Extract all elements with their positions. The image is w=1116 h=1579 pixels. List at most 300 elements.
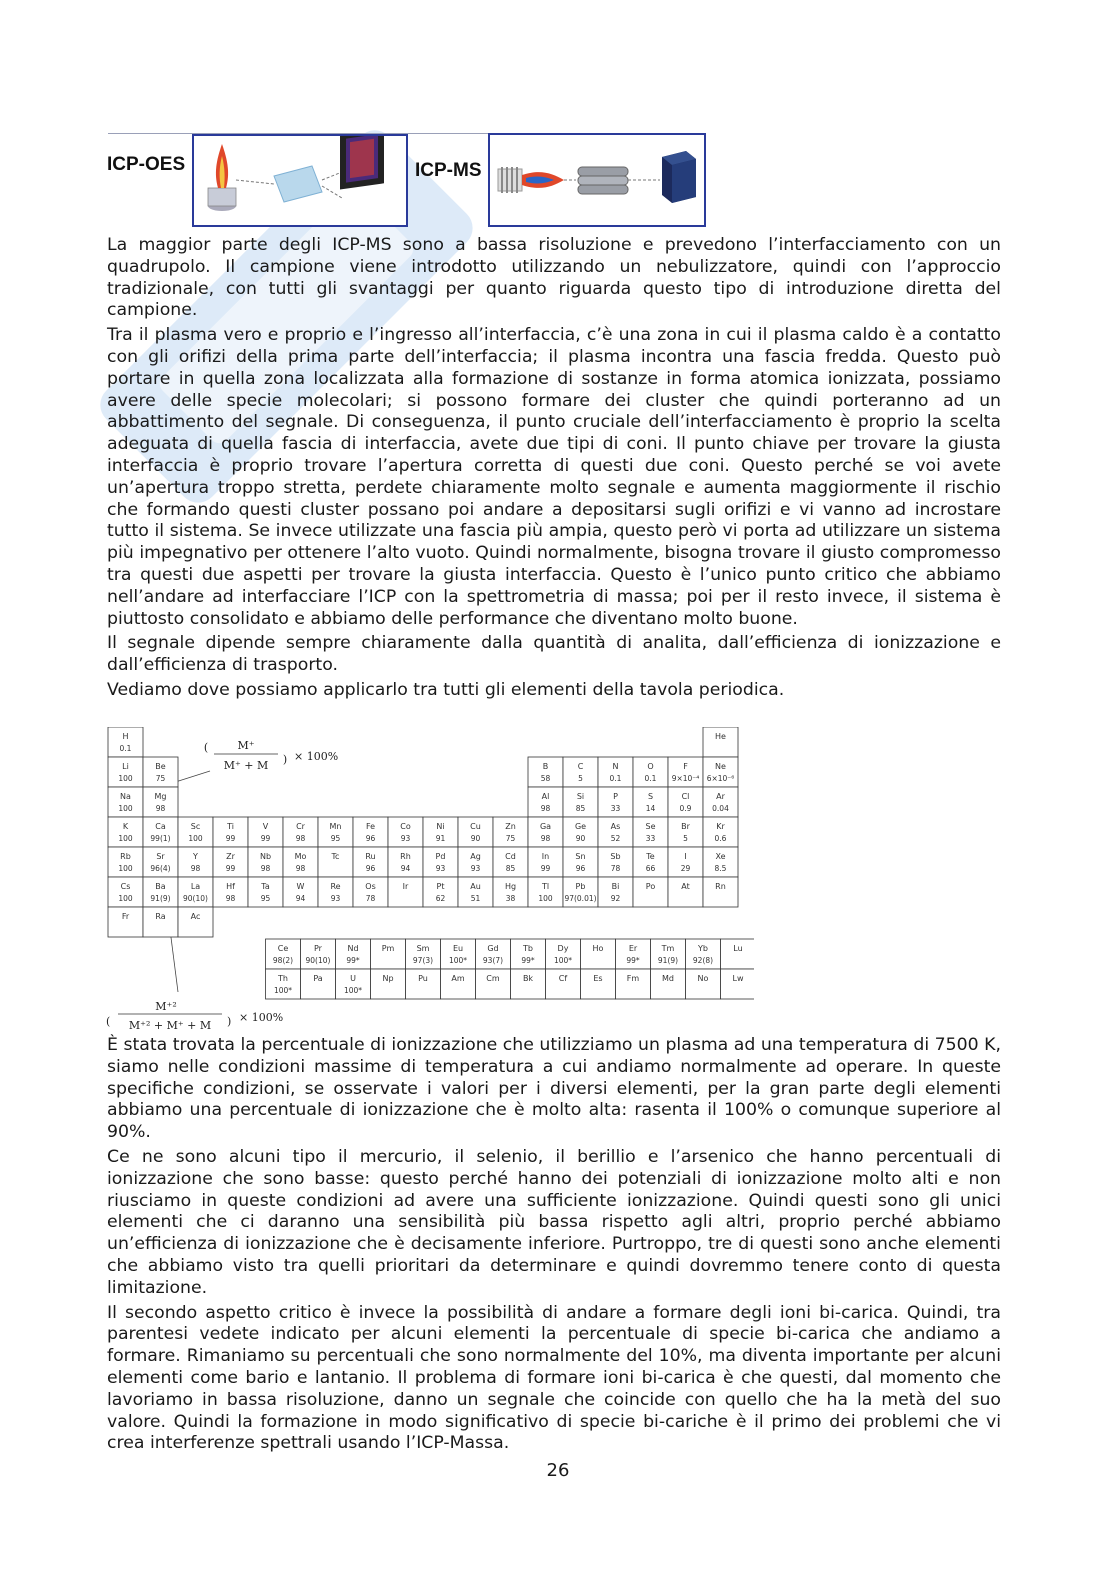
- element-symbol: Sn: [575, 852, 586, 861]
- element-symbol: Ni: [436, 822, 445, 831]
- element-symbol: Cu: [470, 822, 481, 831]
- ionization-value: 8.5: [714, 864, 727, 873]
- paragraph: Ce ne sono alcuni tipo il mercurio, il selenio, il berillio e l’arsenico che hanno percentuali di ionizzazione che sono basse: questo perché hanno dei potenziali di ionizzazione molto alti e non riusciamo in queste condizioni ad avere una sufficiente ionizzazione. Quindi questi sono gli unici elementi che ci daranno una sensibilità più bassa rispetto agli altri, proprio perché abbiamo un’efficienza di ionizzazione che è decisamente inferiore. Purtroppo, tre di questi sono anche elementi che abbiamo visto tra quelli prioritari da determinare e quindi dovremmo tenere conto di questa limitazione.: [107, 1146, 1001, 1298]
- paragraph: Il secondo aspetto critico è invece la possibilità di andare a formare degli ioni bi-carica. Quindi, tra parentesi vedete indicato per alcuni elementi la percentuale di specie bi-carica che andiamo a formare. Rimaniamo su percentuali che sono normalmente del 10%, ma diventa importante per alcuni elementi come bario e lantanio. Il problema di formare ioni bi-carica è che questi, dal momento che lavoriamo in bassa risoluzione, danno un segnale che coincide con quello che ha la metà del suo valore. Quindi la formazione in modo significativo di specie bi-cariche è il primo dei problemi che vi crea interferenze spettrali usando l’ICP-Massa.: [107, 1302, 1001, 1454]
- element-cell-pr: [301, 939, 336, 969]
- element-cell-la: [178, 877, 213, 907]
- element-cell-tl: [528, 877, 563, 907]
- ionization-value: 100*: [273, 986, 293, 995]
- element-symbol: Bi: [611, 882, 620, 891]
- element-symbol: Nd: [347, 944, 359, 953]
- ionization-value: 94: [295, 894, 306, 903]
- element-cell-nd: [336, 939, 371, 969]
- element-symbol: Cm: [486, 974, 500, 983]
- element-symbol: Xe: [715, 852, 726, 861]
- element-cell-yb: [686, 939, 721, 969]
- element-cell-he: [703, 727, 738, 757]
- ionization-value: 96: [575, 864, 586, 873]
- element-symbol: Ho: [592, 944, 604, 953]
- element-cell-ga: [528, 817, 563, 847]
- element-cell-pd: [423, 847, 458, 877]
- element-symbol: Am: [451, 974, 465, 983]
- periodic-table: [106, 727, 754, 1034]
- element-cell-cm: [476, 969, 511, 999]
- ionization-value: 100: [118, 894, 133, 903]
- element-cell-f: [668, 757, 703, 787]
- element-symbol: Fe: [365, 822, 376, 831]
- element-symbol: Cf: [558, 974, 568, 983]
- element-symbol: Tb: [523, 944, 533, 953]
- formula-top-denominator: M⁺ + M: [223, 759, 269, 772]
- element-symbol: Li: [122, 762, 129, 771]
- ionization-value: 90(10): [183, 894, 208, 903]
- element-cell-as: [598, 817, 633, 847]
- ionization-value: 98: [540, 834, 551, 843]
- ionization-value: 95: [330, 834, 341, 843]
- element-cell-u: [336, 969, 371, 999]
- ionization-value: 98: [155, 804, 166, 813]
- formula-top-paren-left: (: [203, 741, 209, 754]
- element-symbol: Hg: [504, 882, 517, 891]
- ionization-value: 96: [365, 864, 376, 873]
- element-cell-cl: [668, 787, 703, 817]
- element-cell-ta: [248, 877, 283, 907]
- element-symbol: He: [715, 732, 726, 741]
- element-symbol: O: [647, 762, 654, 771]
- element-symbol: V: [262, 822, 269, 831]
- element-symbol: Fm: [626, 974, 640, 983]
- element-symbol: Rh: [400, 852, 411, 861]
- element-symbol: S: [647, 792, 654, 801]
- element-cell-tm: [651, 939, 686, 969]
- ionization-value: 91(9): [150, 894, 171, 903]
- element-symbol: P: [613, 792, 618, 801]
- element-symbol: Np: [382, 974, 394, 983]
- ionization-value: 0.1: [119, 744, 132, 753]
- detector-chip-icon: [340, 136, 384, 189]
- element-cell-cr: [283, 817, 318, 847]
- element-symbol: Kr: [716, 822, 725, 831]
- element-symbol: Cd: [505, 852, 516, 861]
- element-cell-rh: [388, 847, 423, 877]
- element-cell-ir: [388, 877, 423, 907]
- element-symbol: Rn: [715, 882, 726, 891]
- element-symbol: I: [684, 852, 687, 861]
- element-symbol: Br: [681, 822, 690, 831]
- element-cell-na: [108, 787, 143, 817]
- element-cell-ar: [703, 787, 738, 817]
- element-cell-ho: [581, 939, 616, 969]
- element-symbol: Cr: [296, 822, 305, 831]
- ionization-value: 33: [610, 804, 621, 813]
- element-cell-i: [668, 847, 703, 877]
- element-symbol: Au: [470, 882, 481, 891]
- element-cell-b: [528, 757, 563, 787]
- element-cell-h: [108, 727, 143, 757]
- element-cell-te: [633, 847, 668, 877]
- svg-text:): ): [227, 1015, 232, 1028]
- ionization-value: 5: [578, 774, 583, 783]
- body-text-top: [107, 235, 1001, 705]
- ionization-value: 100: [118, 774, 133, 783]
- element-cell-sr: [143, 847, 178, 877]
- element-symbol: Lu: [733, 944, 743, 953]
- prism-icon: [274, 166, 322, 202]
- element-symbol: Mn: [329, 822, 342, 831]
- element-symbol: No: [697, 974, 709, 983]
- ionization-value: 99*: [346, 956, 360, 965]
- element-cell-at: [668, 877, 703, 907]
- element-symbol: Md: [662, 974, 674, 983]
- element-cell-fr: [108, 907, 143, 937]
- formula-top-multiplier: × 100%: [294, 750, 339, 763]
- element-symbol: Mg: [154, 792, 167, 801]
- element-symbol: La: [190, 882, 201, 891]
- ionization-value: 99: [225, 834, 236, 843]
- ionization-value: 0.9: [679, 804, 692, 813]
- element-symbol: Y: [193, 852, 198, 861]
- element-symbol: Pb: [575, 882, 586, 891]
- element-symbol: Se: [645, 822, 656, 831]
- element-cell-xe: [703, 847, 738, 877]
- element-cell-rb: [108, 847, 143, 877]
- element-symbol: Pm: [381, 944, 395, 953]
- element-symbol: Yb: [698, 944, 708, 953]
- element-cell-si: [563, 787, 598, 817]
- ionization-value: 0.6: [714, 834, 727, 843]
- ionization-value: 92(8): [692, 956, 714, 965]
- element-cell-tb: [511, 939, 546, 969]
- ionization-value: 93(7): [482, 956, 504, 965]
- paragraph: La maggior parte degli ICP-MS sono a bassa risoluzione e prevedono l’interfacciamento con un quadrupolo. Il campione viene introdotto utilizzando un nebulizzatore, quindi con l’approccio tradizionale, con tutti gli svantaggi per quanto riguarda questo tipo di introduzione diretta del campione.: [107, 235, 1001, 321]
- ionization-value: 29: [680, 864, 691, 873]
- ionization-value: 62: [435, 894, 446, 903]
- element-cell-nb: [248, 847, 283, 877]
- element-cell-mg: [143, 787, 178, 817]
- plasma-flame-icon: [522, 172, 564, 188]
- paragraph: È stata trovata la percentuale di ionizzazione che utilizziamo un plasma ad una temperatura di 7500 K, siamo nelle condizioni massime di temperatura a cui andiamo normalmente ad operare. In queste specifiche condizioni, se osservate i valori per i diversi elementi, per la gran parte degli elementi abbiamo una percentuale di ionizzazione che è molto alta: rasenta il 100% o comunque superiore al 90%.: [107, 1035, 1001, 1143]
- ionization-value: 96: [365, 834, 376, 843]
- paragraph: Il segnale dipende sempre chiaramente dalla quantità di analita, dall’efficienza di ionizzazione e dall’efficienza di trasporto.: [107, 633, 1001, 676]
- element-symbol: Eu: [452, 944, 464, 953]
- ionization-value: 14: [645, 804, 656, 813]
- element-cell-os: [353, 877, 388, 907]
- ionization-value: 92: [610, 894, 621, 903]
- element-cell-co: [388, 817, 423, 847]
- element-symbol: N: [612, 762, 619, 771]
- paragraph: Vediamo dove possiamo applicarlo tra tutti gli elementi della tavola periodica.: [107, 679, 785, 700]
- element-cell-am: [441, 969, 476, 999]
- element-symbol: Ta: [261, 882, 270, 891]
- body-text-bottom: [107, 1035, 1001, 1458]
- page-number: 26: [546, 1460, 570, 1481]
- icp-oes-label: ICP-OES: [107, 154, 186, 175]
- element-symbol: Rb: [120, 852, 131, 861]
- element-cell-pb: [563, 877, 598, 907]
- element-cell-w: [283, 877, 318, 907]
- element-cell-ru: [353, 847, 388, 877]
- element-cell-ag: [458, 847, 493, 877]
- element-symbol: Te: [646, 852, 655, 861]
- element-cell-in: [528, 847, 563, 877]
- element-symbol: Nb: [259, 852, 272, 861]
- element-symbol: In: [541, 852, 550, 861]
- element-cell-hg: [493, 877, 528, 907]
- ionization-value: 91: [435, 834, 446, 843]
- element-symbol: Sc: [190, 822, 201, 831]
- ionization-value: 100: [118, 834, 133, 843]
- ionization-value: 98: [295, 834, 306, 843]
- element-cell-mn: [318, 817, 353, 847]
- ionization-value: 85: [575, 804, 586, 813]
- element-symbol: Ag: [470, 852, 481, 861]
- element-cell-ca: [143, 817, 178, 847]
- element-symbol: Ac: [190, 912, 201, 921]
- element-cell-p: [598, 787, 633, 817]
- ionization-value: 97(3): [412, 956, 434, 965]
- icp-ms-label: ICP-MS: [415, 160, 482, 181]
- ionization-value: 93: [400, 834, 411, 843]
- element-symbol: Ir: [402, 882, 409, 891]
- periodic-table-figure: [106, 727, 754, 1034]
- element-symbol: Re: [330, 882, 341, 891]
- element-cell-ti: [213, 817, 248, 847]
- element-cell-ac: [178, 907, 213, 937]
- element-cell-ne: [703, 757, 738, 787]
- element-symbol: U: [350, 974, 356, 983]
- paragraph: Tra il plasma vero e proprio e l’ingresso all’interfaccia, c’è una zona in cui il plasma caldo è a contatto con gli orifizi della prima parte dell’interfaccia; il plasma incontra una fascia fredda. Questo può portare in quella zona localizzata alla formazione di sostanze in forma atomica ionizzata, possiamo avere delle specie molecolari; si possono formare dei cluster che quindi porteranno ad un abbattimento del segnale. Di conseguenza, il punto cruciale dell’interfacciamento è proprio la scelta adeguata di quella fascia di interfaccia, avete due tipi di coni. Il punto chiave per trovare la giusta interfaccia è proprio trovare l’apertura corretta di questi due coni. Questo perché se voi avete un’apertura troppo stretta, perdete chiaramente molto segnale e aumenta maggiormente il rischio che formando questi cluster possano poi andare a depositarsi sugli orifizi e vi vanno ad incrostare tutto il sistema. Se invece utilizzate una fascia più ampia, questo però vi porta ad utilizzare un sistema più impegnativo per ottenere l’alto vuoto. Quindi normalmente, bisogna trovare il giusto compromesso tra questi due aspetti per trovare la giusta interfaccia. Questo è l’unico punto critico che abbiamo nell’andare ad interfacciare l’ICP con la spettrometria di massa; poi per il resto invece, il sistema è piuttosto consolidato e abbiamo delle performance che diventano molto buone.: [107, 325, 1001, 629]
- ionization-value: 100: [118, 864, 133, 873]
- ionization-value: 94: [400, 864, 411, 873]
- element-symbol: Ra: [155, 912, 166, 921]
- element-cell-eu: [441, 939, 476, 969]
- element-cell-hf: [213, 877, 248, 907]
- element-cell-al: [528, 787, 563, 817]
- ionization-value: 0.1: [644, 774, 657, 783]
- ionization-value: 98: [295, 864, 306, 873]
- ionization-value: 66: [645, 864, 656, 873]
- element-symbol: As: [610, 822, 621, 831]
- element-cell-dy: [546, 939, 581, 969]
- element-cell-y: [178, 847, 213, 877]
- ionization-value: 100: [118, 804, 133, 813]
- ionization-value: 95: [260, 894, 271, 903]
- element-cell-rn: [703, 877, 738, 907]
- element-symbol: Gd: [487, 944, 499, 953]
- element-symbol: Dy: [557, 944, 569, 953]
- element-cell-cs: [108, 877, 143, 907]
- ionization-value: 99(1): [150, 834, 171, 843]
- element-cell-bi: [598, 877, 633, 907]
- svg-text:(: (: [106, 1015, 111, 1028]
- element-cell-k: [108, 817, 143, 847]
- element-symbol: Tl: [541, 882, 550, 891]
- element-symbol: Po: [645, 882, 656, 891]
- element-cell-au: [458, 877, 493, 907]
- element-cell-br: [668, 817, 703, 847]
- element-cell-sn: [563, 847, 598, 877]
- element-cell-se: [633, 817, 668, 847]
- ionization-value: 90: [470, 834, 481, 843]
- element-cell-pm: [371, 939, 406, 969]
- element-symbol: Ca: [155, 822, 166, 831]
- ionization-value: 5: [683, 834, 688, 843]
- element-symbol: Th: [278, 974, 288, 983]
- element-symbol: Er: [628, 944, 638, 953]
- icp-ms-diagram: [488, 133, 706, 227]
- torch-flame-icon: [208, 144, 236, 211]
- element-cell-zr: [213, 847, 248, 877]
- element-symbol: Es: [593, 974, 603, 983]
- element-symbol: Sr: [156, 852, 165, 861]
- element-symbol: Lw: [732, 974, 744, 983]
- element-cell-no: [686, 969, 721, 999]
- element-symbol: Pu: [418, 974, 428, 983]
- formula-top-numerator: M⁺: [237, 739, 255, 752]
- element-cell-po: [633, 877, 668, 907]
- element-cell-gd: [476, 939, 511, 969]
- ionization-value: 100: [538, 894, 553, 903]
- element-symbol: H: [122, 732, 129, 741]
- ionization-value: 90(10): [305, 956, 331, 965]
- element-symbol: Fr: [121, 912, 130, 921]
- element-cell-pt: [423, 877, 458, 907]
- element-cell-er: [616, 939, 651, 969]
- ionization-value: 93: [330, 894, 341, 903]
- element-symbol: Ru: [365, 852, 376, 861]
- element-symbol: Cl: [681, 792, 690, 801]
- element-symbol: Pa: [313, 974, 323, 983]
- ionization-value: 99: [540, 864, 551, 873]
- element-symbol: Pt: [436, 882, 445, 891]
- element-cell-ra: [143, 907, 178, 937]
- ionization-value: 0.1: [609, 774, 622, 783]
- element-symbol: Ga: [539, 822, 552, 831]
- element-symbol: Co: [400, 822, 411, 831]
- formula-bottom-denominator: M⁺² + M⁺ + M: [128, 1019, 212, 1032]
- element-cell-np: [371, 969, 406, 999]
- element-cell-cd: [493, 847, 528, 877]
- ionization-value: 98: [190, 864, 201, 873]
- ionization-value: 6×10⁻⁶: [706, 774, 735, 783]
- ionization-value: 100*: [343, 986, 363, 995]
- element-cell-re: [318, 877, 353, 907]
- ionization-value: 99*: [626, 956, 640, 965]
- element-cell-o: [633, 757, 668, 787]
- ionization-value: 91(9): [657, 956, 679, 965]
- ionization-value: 75: [155, 774, 166, 783]
- ionization-value: 78: [610, 864, 621, 873]
- ionization-value: 98: [225, 894, 236, 903]
- ionization-value: 100*: [448, 956, 468, 965]
- element-cell-c: [563, 757, 598, 787]
- element-cell-s: [633, 787, 668, 817]
- element-symbol: Ar: [716, 792, 725, 801]
- icp-oes-diagram: [192, 134, 408, 227]
- element-cell-sm: [406, 939, 441, 969]
- element-cell-sc: [178, 817, 213, 847]
- ionization-value: 98: [540, 804, 551, 813]
- element-cell-ba: [143, 877, 178, 907]
- ionization-value: 75: [505, 834, 516, 843]
- ionization-value: 96(4): [150, 864, 171, 873]
- ionization-value: 38: [505, 894, 516, 903]
- ionization-value: 93: [435, 864, 446, 873]
- element-symbol: Bk: [522, 974, 534, 983]
- element-symbol: Na: [120, 792, 131, 801]
- ionization-value: 99*: [521, 956, 535, 965]
- element-cell-pu: [406, 969, 441, 999]
- element-symbol: Tc: [331, 852, 340, 861]
- svg-text:): ): [282, 753, 288, 766]
- formula-bottom-numerator: M⁺²: [155, 1000, 177, 1013]
- element-symbol: Al: [541, 792, 550, 801]
- element-cell-ni: [423, 817, 458, 847]
- element-cell-ce: [266, 939, 301, 969]
- element-cell-zn: [493, 817, 528, 847]
- element-cell-tc: [318, 847, 353, 877]
- quadrupole-rods-icon: [578, 167, 628, 194]
- element-symbol: Be: [155, 762, 166, 771]
- element-cell-ge: [563, 817, 598, 847]
- coil-icon: [498, 167, 522, 193]
- ionization-value: 97(0.01): [564, 894, 597, 903]
- element-symbol: W: [296, 882, 305, 891]
- element-symbol: Sb: [610, 852, 621, 861]
- element-cell-th: [266, 969, 301, 999]
- element-cell-cf: [546, 969, 581, 999]
- element-symbol: At: [681, 882, 690, 891]
- element-symbol: B: [542, 762, 549, 771]
- element-symbol: Tm: [661, 944, 675, 953]
- element-cell-md: [651, 969, 686, 999]
- ionization-value: 58: [540, 774, 551, 783]
- ionization-value: 99: [225, 864, 236, 873]
- ionization-value: 100*: [553, 956, 573, 965]
- element-cell-be: [143, 757, 178, 787]
- ionization-value: 33: [645, 834, 656, 843]
- element-symbol: K: [122, 822, 129, 831]
- element-cell-cu: [458, 817, 493, 847]
- element-cell-bk: [511, 969, 546, 999]
- element-symbol: Ti: [227, 822, 234, 831]
- element-cell-lw: [721, 969, 755, 999]
- element-cell-es: [581, 969, 616, 999]
- element-symbol: Os: [365, 882, 376, 891]
- ionization-value: 98(2): [272, 956, 294, 965]
- element-symbol: Zr: [226, 852, 235, 861]
- element-cell-fe: [353, 817, 388, 847]
- detector-cube-icon: [662, 151, 696, 203]
- element-symbol: Zn: [505, 822, 516, 831]
- element-symbol: Sm: [416, 944, 430, 953]
- ionization-value: 98: [260, 864, 271, 873]
- ionization-value: 90: [575, 834, 586, 843]
- ionization-value: 93: [470, 864, 481, 873]
- element-symbol: Pr: [314, 944, 322, 953]
- ionization-value: 52: [610, 834, 621, 843]
- element-cell-kr: [703, 817, 738, 847]
- ionization-value: 0.04: [712, 804, 729, 813]
- element-cell-fm: [616, 969, 651, 999]
- element-symbol: F: [683, 762, 688, 771]
- ionization-value: 9×10⁻⁴: [671, 774, 700, 783]
- element-symbol: Ba: [155, 882, 166, 891]
- element-symbol: Pd: [435, 852, 446, 861]
- element-symbol: Ge: [574, 822, 587, 831]
- element-cell-pa: [301, 969, 336, 999]
- element-cell-sb: [598, 847, 633, 877]
